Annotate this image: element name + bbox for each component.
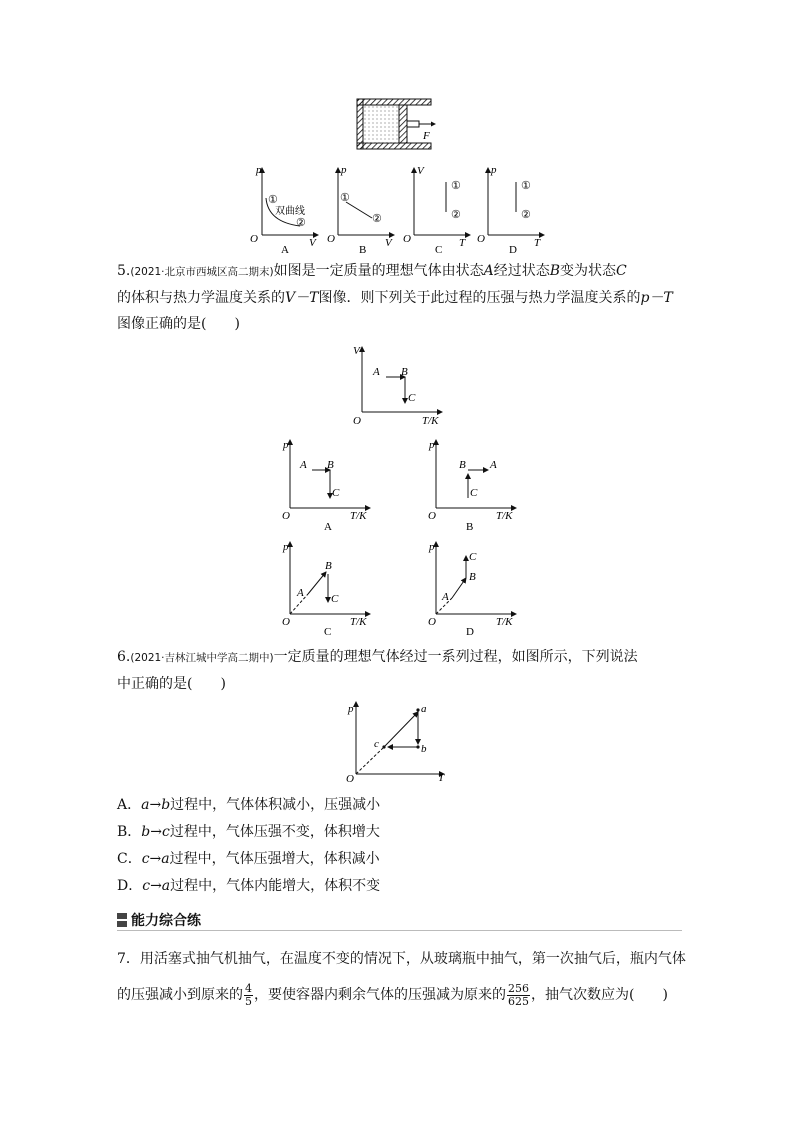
q5-opt-b-point-c: C xyxy=(470,487,478,499)
graph-a-caption: A xyxy=(281,244,289,256)
q7-line-1: 7．用活塞式抽气机抽气，在温度不变的情况下，从玻璃瓶中抽气，第一次抽气后，瓶内气体 xyxy=(117,951,686,967)
graph-d-y-label: p xyxy=(491,164,497,176)
q6-choice-b[interactable]: B．b→c过程中，气体压强不变，体积增大 xyxy=(117,824,380,840)
q5-opt-c-x: T/K xyxy=(350,616,367,628)
q5-opt-d-caption: D xyxy=(466,626,474,638)
fraction-256-625: $\frac{256}{625}$ xyxy=(508,981,529,1008)
q5-opt-b-caption: B xyxy=(466,521,474,533)
q4-graphs xyxy=(248,160,548,258)
q5-main-point-a: A xyxy=(373,366,380,378)
graph-a-state1: ① xyxy=(268,194,278,206)
graph-b-x-label: V xyxy=(385,237,392,249)
q7-line-2: 的压强减小到原来的 $\frac{4}{5}$ ，要使容器内剩余气体的压强减为原来的 $\frac{256}{625}$ ，抽气次数应为( ) xyxy=(117,981,668,1008)
q5-main-y-label: V xyxy=(353,345,360,357)
graph-d-caption: D xyxy=(509,244,517,256)
q6-choice-a[interactable]: A．a→b过程中，气体体积减小，压强减小 xyxy=(117,797,381,813)
q5-opt-c-caption: C xyxy=(324,626,332,638)
section-header xyxy=(117,909,201,931)
q5-opt-c-y: p xyxy=(283,541,289,553)
graph-a-curve-label: 双曲线 xyxy=(275,206,305,217)
q5-opt-d-x: T/K xyxy=(496,616,513,628)
q6-line-2: 中正确的是( ) xyxy=(117,676,226,692)
force-label: F xyxy=(423,130,430,142)
q5-opt-c-point-c: C xyxy=(331,593,339,605)
q6-x-label: T xyxy=(438,772,445,784)
graph-c-x-label: T xyxy=(459,237,466,249)
graph-b xyxy=(327,164,394,256)
graph-c-state2: ② xyxy=(451,209,461,221)
question-6 xyxy=(117,644,682,697)
piston-cylinder-figure xyxy=(355,97,445,155)
graph-b-state2: ② xyxy=(372,213,382,225)
q6-point-c: c xyxy=(374,738,379,750)
q6-point-b: b xyxy=(421,743,427,755)
graph-a-origin: O xyxy=(250,233,258,245)
graph-d-origin: O xyxy=(477,233,485,245)
graph-b-state1: ① xyxy=(340,192,350,204)
graph-c-y-label: V xyxy=(417,165,424,177)
question-5 xyxy=(117,258,682,337)
q5-line-1: 5.(2021·北京市西城区高二期末)如图是一定质量的理想气体由状态A经过状态B变为状态C xyxy=(117,263,627,279)
q6-origin: O xyxy=(346,773,354,785)
q5-opt-b-point-a: A xyxy=(490,459,497,471)
q5-option-c-graph[interactable] xyxy=(280,540,380,638)
q5-line-2: 的体积与热力学温度关系的V－T图像．则下列关于此过程的压强与热力学温度关系的p－T xyxy=(117,290,673,306)
graph-d-state1: ① xyxy=(521,180,531,192)
q6-point-a: a xyxy=(421,703,427,715)
q6-choice-d[interactable]: D．c→a过程中，气体内能增大，体积不变 xyxy=(117,878,381,894)
q5-main-graph xyxy=(350,345,450,425)
q5-main-point-b: B xyxy=(401,366,408,378)
q5-option-b-graph[interactable] xyxy=(426,438,526,533)
q5-main-x-label: T/K xyxy=(422,415,439,427)
q5-opt-a-y: p xyxy=(283,439,289,451)
q5-opt-d-y: p xyxy=(429,541,435,553)
q5-opt-a-point-c: C xyxy=(332,487,340,499)
graph-a xyxy=(250,164,318,256)
graph-a-state2: ② xyxy=(296,217,306,229)
q5-opt-d-point-a: A xyxy=(442,591,449,603)
section-divider xyxy=(117,930,682,931)
q5-opt-d-point-b: B xyxy=(469,571,476,583)
q5-opt-a-point-a: A xyxy=(300,459,307,471)
q5-opt-b-origin: O xyxy=(428,510,436,522)
q5-opt-d-point-c: C xyxy=(469,551,477,563)
q5-opt-b-x: T/K xyxy=(496,510,513,522)
graph-d xyxy=(477,164,544,256)
q5-main-origin: O xyxy=(353,415,361,427)
question-7 xyxy=(117,944,686,1010)
graph-c-origin: O xyxy=(403,233,411,245)
q5-option-a-graph[interactable] xyxy=(280,438,380,533)
fraction-4-5: $\frac{4}{5}$ xyxy=(245,981,252,1008)
graph-b-caption: B xyxy=(359,244,367,256)
q5-option-d-graph[interactable] xyxy=(426,540,526,638)
q5-source: (2021·北京市西城区高二期末) xyxy=(130,266,274,278)
graph-d-x-label: T xyxy=(534,237,541,249)
graph-b-origin: O xyxy=(327,233,335,245)
q5-opt-a-x: T/K xyxy=(350,510,367,522)
q6-source: (2021·吉林江城中学高二期中) xyxy=(130,652,274,664)
q5-main-point-c: C xyxy=(408,392,416,404)
graph-d-state2: ② xyxy=(521,209,531,221)
q5-opt-b-y: p xyxy=(429,439,435,451)
q5-opt-a-origin: O xyxy=(282,510,290,522)
q5-opt-a-point-b: B xyxy=(327,459,334,471)
q5-opt-c-origin: O xyxy=(282,616,290,628)
q5-opt-b-point-b: B xyxy=(459,459,466,471)
q5-opt-a-caption: A xyxy=(324,521,332,533)
section-title: 能力综合练 xyxy=(131,913,201,929)
graph-c xyxy=(403,165,470,256)
graph-a-y-label: p xyxy=(256,164,262,176)
q6-y-label: p xyxy=(348,703,354,715)
graph-b-y-label: p xyxy=(341,164,347,176)
q6-graph xyxy=(344,700,452,784)
section-marker-icon xyxy=(117,913,127,927)
graph-a-x-label: V xyxy=(309,237,316,249)
q5-opt-c-point-b: B xyxy=(325,560,332,572)
graph-c-caption: C xyxy=(435,244,443,256)
q5-line-3: 图像正确的是( ) xyxy=(117,316,240,332)
q6-line-1: 6.(2021·吉林江城中学高二期中)一定质量的理想气体经过一系列过程，如图所示，下列说法 xyxy=(117,649,638,665)
q5-opt-d-origin: O xyxy=(428,616,436,628)
q5-opt-c-point-a: A xyxy=(297,587,304,599)
q6-choice-c[interactable]: C．c→a过程中，气体压强增大，体积减小 xyxy=(117,851,380,867)
graph-c-state1: ① xyxy=(451,180,461,192)
